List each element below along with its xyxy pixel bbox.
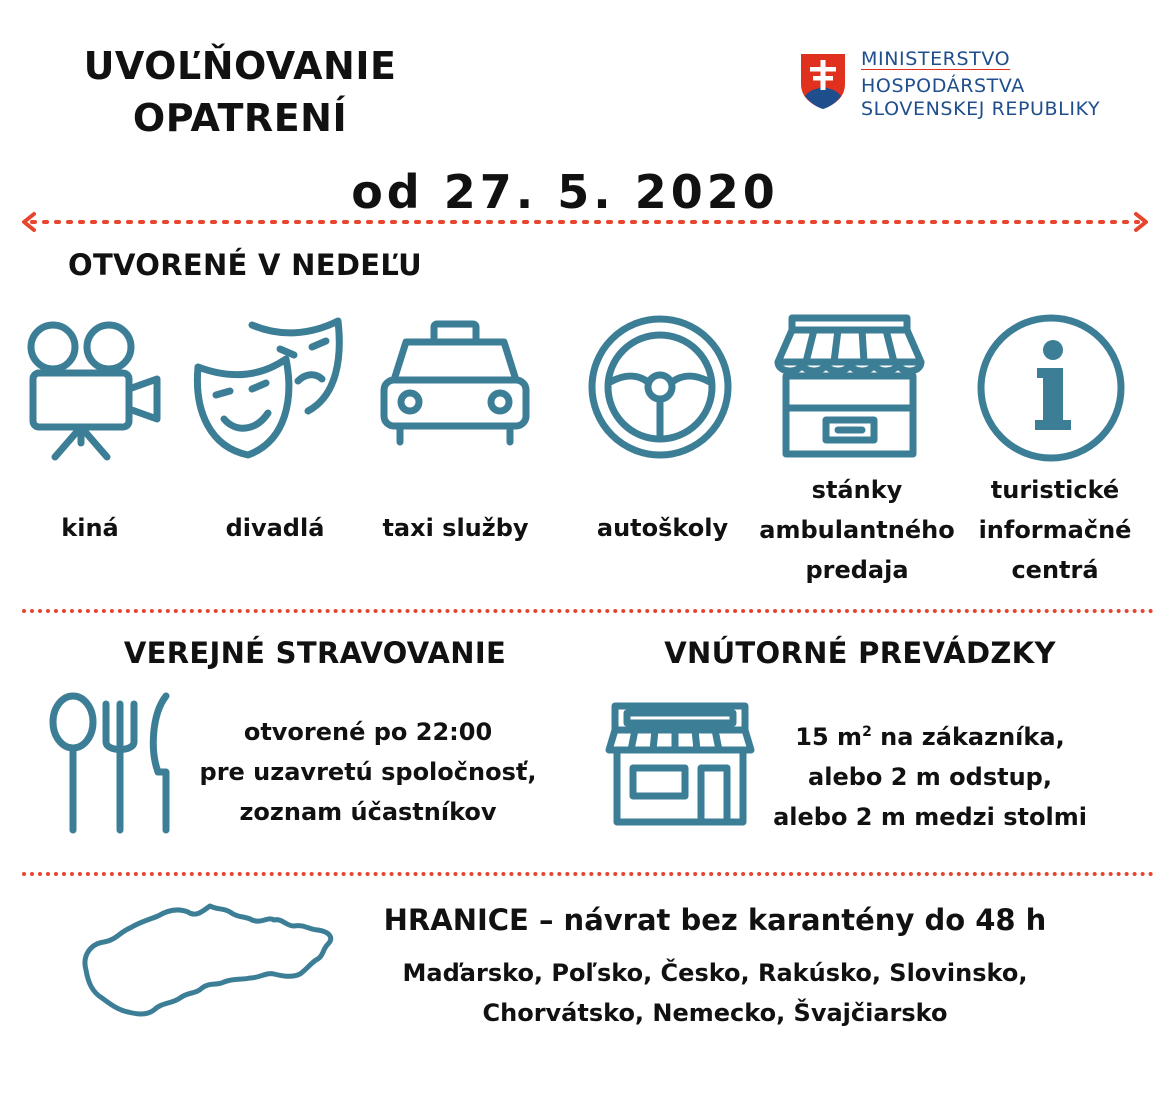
indoor-line-2: alebo 2 m odstup, [808, 763, 1052, 791]
borders-line-1: Maďarsko, Poľsko, Česko, Rakúsko, Slovinsko, [402, 959, 1028, 987]
dining-line-3: zoznam účastníkov [239, 798, 497, 826]
label-stanky [752, 470, 962, 590]
cutlery-icon [48, 690, 188, 840]
label-line: stánky [811, 476, 903, 504]
shop-icon [605, 700, 755, 830]
label-divadla [190, 508, 360, 548]
indoor-line-1 [760, 712, 1100, 757]
label-line: turistické [990, 476, 1120, 504]
label-autoskoly [580, 508, 745, 548]
label-line: taxi služby [382, 514, 529, 542]
indoor-heading: VNÚTORNÉ PREVÁDZKY [664, 636, 1056, 670]
info-icon [975, 312, 1127, 464]
label-kina [10, 508, 170, 548]
divider-2 [22, 872, 1154, 876]
ministry-line-1: MINISTERSTVO [861, 48, 1011, 70]
dining-line-1: otvorené po 22:00 [243, 718, 493, 746]
indoor-area-rest: na zákazníka, [871, 723, 1065, 751]
borders-line-2: Chorvátsko, Nemecko, Švajčiarsko [482, 999, 948, 1027]
film-camera-icon [25, 315, 165, 465]
indoor-line-3: alebo 2 m medzi stolmi [773, 803, 1087, 831]
indoor-area-unit-sup: 2 [862, 724, 872, 740]
slovak-coat-of-arms-icon [797, 50, 849, 112]
label-line: divadlá [225, 514, 325, 542]
borders-heading: HRANICE – návrat bez karantény do 48 h [383, 903, 1047, 937]
label-line: ambulantného [759, 516, 955, 544]
label-line: autoškoly [596, 514, 729, 542]
indoor-area: 15 m [795, 723, 863, 751]
theater-masks-icon [190, 315, 350, 465]
dining-heading: VEREJNÉ STRAVOVANIE [123, 636, 507, 670]
title-line-1: UVOĽŇOVANIE [83, 44, 397, 88]
market-stall-icon [772, 312, 927, 462]
borders-text [360, 953, 1070, 1033]
label-line: kiná [61, 514, 119, 542]
taxi-icon [378, 318, 533, 448]
dining-line-2: pre uzavretú spoločnosť, [199, 758, 537, 786]
title-line-2: OPATRENÍ [132, 96, 348, 140]
label-info [960, 470, 1150, 590]
steering-wheel-icon [585, 312, 735, 462]
ministry-line-3: SLOVENSKEJ REPUBLIKY [861, 98, 1101, 120]
label-line: predaja [805, 556, 909, 584]
indoor-text [760, 712, 1100, 837]
divider-1 [22, 609, 1154, 613]
ministry-line-2: HOSPODÁRSTVA [861, 75, 1025, 97]
effective-date: od 27. 5. 2020 [351, 165, 779, 219]
ministry-name [861, 48, 1161, 121]
slovakia-map-icon [78, 898, 338, 1023]
sunday-heading: OTVORENÉ V NEDEĽU [68, 248, 422, 282]
dining-text [188, 712, 548, 832]
timeline-arrow [20, 210, 1152, 234]
page-title [40, 40, 440, 144]
label-line: informačné [978, 516, 1132, 544]
label-line: centrá [1011, 556, 1099, 584]
label-taxi [368, 508, 543, 548]
